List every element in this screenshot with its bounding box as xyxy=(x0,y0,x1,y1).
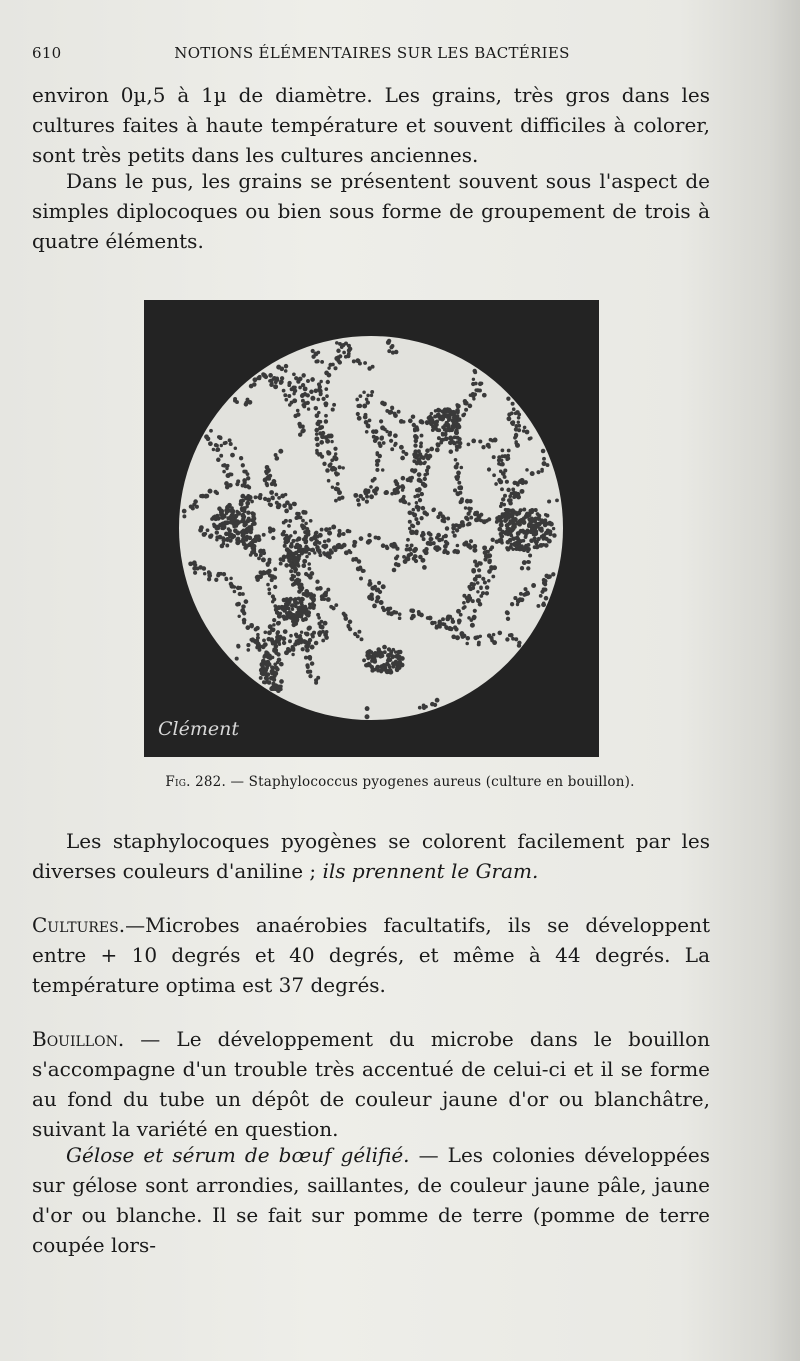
paragraph-cultures xyxy=(32,910,710,1000)
gelose-text: — Les colonies développées sur gélose sont arrondies, saillantes, de couleur jaune pâle, jaune d'or ou blanche. Il se fait sur pomme de terre (pomme de terre coupée lors- xyxy=(32,1143,710,1257)
bouillon-text: — Le développement du microbe dans le bouillon s'accompagne d'un trouble très accentué de celui-ci et il se forme au fond du tube un dépôt de couleur jaune d'or ou blanchâtre, suivant la variété en question. xyxy=(32,1027,710,1141)
section-head-cultures: Cultures. xyxy=(32,913,126,937)
paragraph-bouillon xyxy=(32,1024,710,1144)
illustrator-signature: Clément xyxy=(158,718,239,740)
microscope-illustration xyxy=(144,300,599,757)
section-head-bouillon: Bouillon. xyxy=(32,1027,125,1051)
cultures-text: —Microbes anaérobies facultatifs, ils se développent entre + 10 degrés et 40 degrés, et même à 44 degrés. La température optima est 37 degrés. xyxy=(32,913,710,997)
figure-caption xyxy=(0,774,800,790)
paragraph-staining xyxy=(32,826,710,886)
paragraph-pus: Dans le pus, les grains se présentent souvent sous l'aspect de simples diplocoques ou bien sous forme de groupement de trois à quatre éléments. xyxy=(32,169,710,253)
paragraph-gelose xyxy=(32,1140,710,1260)
staining-text: Les staphylocoques pyogènes se colorent facilement par les diverses couleurs d'aniline ; xyxy=(32,829,710,883)
figure-caption-text: — Staphylococcus pyogenes aureus (culture en bouillon). xyxy=(225,774,635,790)
gram-statement: ils prennent le Gram. xyxy=(322,859,539,883)
paragraph-grain-size: environ 0µ,5 à 1µ de diamètre. Les grains, très gros dans les cultures faites à haute température et souvent difficiles à colorer, sont très petits dans les cultures anciennes. xyxy=(32,83,710,167)
microscope-field-drawing xyxy=(144,300,599,757)
section-head-gelose: Gélose et sérum de bœuf gélifié. xyxy=(66,1143,410,1167)
running-title: NOTIONS ÉLÉMENTAIRES SUR LES BACTÉRIES xyxy=(174,44,570,62)
page-header xyxy=(32,44,712,66)
page-number: 610 xyxy=(32,44,62,62)
figure-label: Fig. 282. xyxy=(165,774,226,790)
